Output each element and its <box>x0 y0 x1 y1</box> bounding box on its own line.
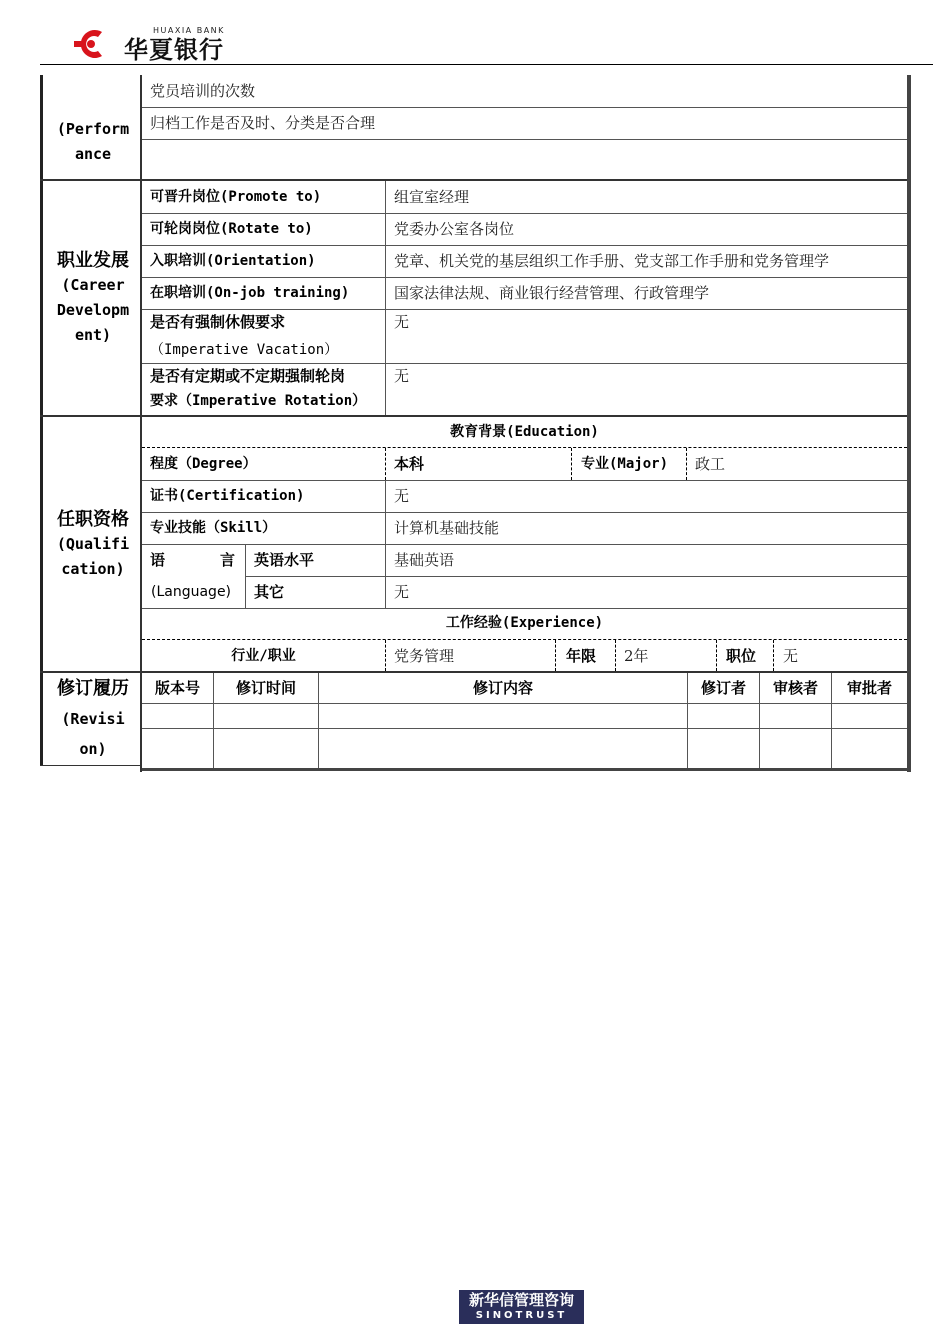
dashed-col-divider <box>555 640 556 671</box>
revision-label-en-2: on) <box>79 740 107 758</box>
skill-label: 专业技能（Skill） <box>150 520 277 536</box>
col-divider <box>687 673 688 768</box>
dashed-col-divider <box>716 640 717 671</box>
rotation-value: 无 <box>394 367 410 385</box>
performance-label-line2: ance <box>74 145 112 163</box>
row-divider <box>142 703 907 704</box>
row-divider <box>142 728 907 729</box>
revision-header-time: 修订时间 <box>235 679 296 697</box>
orientation-label: 入职培训(Orientation) <box>150 253 316 269</box>
table-right-border <box>907 75 911 772</box>
orientation-value: 党章、机关党的基层组织工作手册、党支部工作手册和党务管理学 <box>394 252 830 270</box>
performance-label-line1: (Perform <box>56 120 130 138</box>
industry-label: 行业/职业 <box>231 647 296 664</box>
career-label-en-2: Developm <box>56 301 130 319</box>
career-label-en-3: ent) <box>74 326 112 344</box>
bank-name-cn: 华夏银行 <box>124 36 224 64</box>
certification-label: 证书(Certification) <box>150 488 305 504</box>
major-label: 专业(Major) <box>581 456 669 472</box>
job-description-table <box>40 75 913 772</box>
vacation-label-line1: 是否有强制休假要求 <box>150 313 286 331</box>
major-value: 政工 <box>695 455 726 473</box>
revision-header-approver: 审批者 <box>846 679 892 697</box>
sinotrust-logo <box>459 1290 584 1324</box>
onjob-training-label: 在职培训(On-job training) <box>150 285 350 301</box>
sinotrust-logo-cn: 新华信管理咨询 <box>468 1291 574 1309</box>
table-bottom-border <box>140 768 911 771</box>
promote-label: 可晋升岗位(Promote to) <box>150 189 322 205</box>
rotation-label <box>142 363 385 415</box>
rotation-label-line2: 要求（Imperative Rotation） <box>150 393 367 409</box>
other-language-label: 其它 <box>254 583 285 601</box>
vacation-value: 无 <box>394 313 410 331</box>
performance-item-3 <box>142 139 907 179</box>
col-divider <box>213 673 214 768</box>
performance-section-label <box>44 75 142 179</box>
qualification-label-en-1: (Qualifi <box>56 534 130 553</box>
language-label-cn1: 语 <box>150 551 166 569</box>
revision-label-cn: 修订履历 <box>57 678 129 699</box>
qualification-section-label <box>44 417 142 671</box>
performance-item-1: 党员培训的次数 <box>150 82 256 100</box>
huaxia-bank-logo-icon <box>72 26 110 62</box>
career-section-label <box>44 181 142 415</box>
col-divider <box>759 673 760 768</box>
page-header <box>0 0 950 70</box>
degree-label: 程度（Degree） <box>150 456 257 472</box>
performance-item-2: 归档工作是否及时、分类是否合理 <box>150 114 376 132</box>
skill-value: 计算机基础技能 <box>394 519 500 537</box>
header-divider <box>40 64 933 65</box>
other-language-value: 无 <box>394 583 410 601</box>
career-label-en-1: (Career <box>61 276 125 294</box>
bank-name-en: HUAXIA BANK <box>153 26 225 35</box>
promote-value: 组宣室经理 <box>394 188 470 206</box>
revision-label-en-1: (Revisi <box>61 710 125 728</box>
vacation-label-line2: （Imperative Vacation） <box>150 342 339 358</box>
position-label: 职位 <box>726 646 757 665</box>
industry-value: 党务管理 <box>394 646 455 665</box>
language-label-en: (Language) <box>151 584 232 600</box>
col-divider <box>831 673 832 768</box>
certification-value: 无 <box>394 487 410 505</box>
dashed-col-divider <box>571 448 572 480</box>
education-title: 教育背景(Education) <box>450 424 599 440</box>
position-value: 无 <box>783 646 799 665</box>
rotate-label: 可轮岗岗位(Rotate to) <box>150 221 313 237</box>
col-divider <box>318 673 319 768</box>
english-value: 基础英语 <box>394 551 455 569</box>
years-label: 年限 <box>566 646 597 665</box>
rotate-value: 党委办公室各岗位 <box>394 220 515 238</box>
rotation-label-line1: 是否有定期或不定期强制轮岗 <box>150 367 346 385</box>
language-label-cn2: 言 <box>220 551 236 569</box>
years-value: 2年 <box>624 646 649 665</box>
sinotrust-logo-en: SINOTRUST <box>475 1310 568 1321</box>
degree-value: 本科 <box>394 455 425 473</box>
onjob-training-value: 国家法律法规、商业银行经营管理、行政管理学 <box>394 284 710 302</box>
language-label <box>142 544 245 608</box>
revision-header-content: 修订内容 <box>472 679 533 697</box>
dashed-col-divider <box>773 640 774 671</box>
qualification-label-en-2: cation) <box>61 559 125 578</box>
career-label-cn: 职业发展 <box>57 250 129 271</box>
vacation-label <box>142 309 385 363</box>
experience-title: 工作经验(Experience) <box>445 615 604 631</box>
revision-header-version: 版本号 <box>154 679 200 697</box>
revision-label-bottom <box>40 765 142 766</box>
qualification-label-cn: 任职资格 <box>57 508 129 530</box>
revision-section-label <box>44 673 142 765</box>
english-label: 英语水平 <box>254 551 315 569</box>
revision-header-reviewer: 审核者 <box>772 679 818 697</box>
revision-header-reviser: 修订者 <box>700 679 746 697</box>
